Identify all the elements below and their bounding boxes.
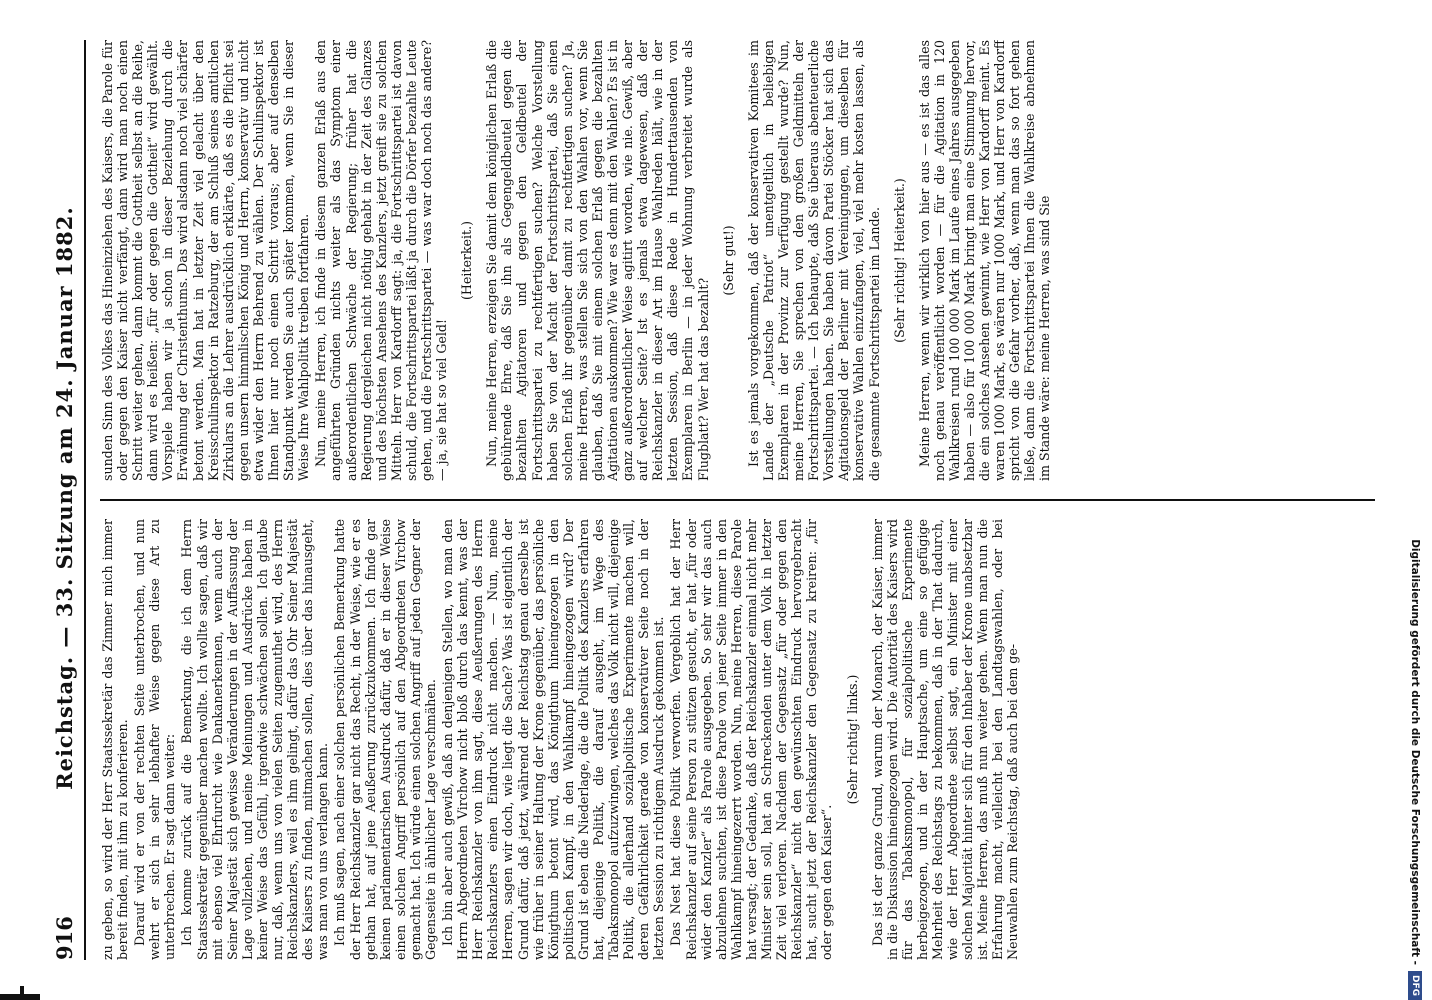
column-right <box>100 40 1375 481</box>
session-title: Reichstag. — 33. Sitzung am 24. Januar 1882. <box>51 206 77 790</box>
paragraph: Darauf wird er von der rechten Seite unterbrochen, und nun wehrt er sich in sehr lebhafter Weise gegen diese Art zu unterbrechen. Er sagt dann weiter: <box>132 519 178 960</box>
paragraph: zu geben, so wird der Herr Staatssekretär das Zimmer mich immer bereit finden, mit ihm zu konferieren. <box>100 519 131 960</box>
paragraph: Das Nest hat diese Politik verworfen. Vergeblich hat der Herr Reichskanzler auf seine Person zu stützen gesucht, er hat „für oder wider den Kanzler“ als Parole ausgegeben. So sehr wir das auch abzulehnen suchten, ist diese Parole von jener Seite immer in den Wahlkampf hineingezerrt worden. Nun, meine Herren, diese Parole hat versagt; der Gedanke, daß der Reichskanzler einmal nicht mehr Minister sein soll, hat an Schreckenden unter dem Volk in letzter Zeit viel verloren. Nachdem der Gegensatz „für oder gegen den Reichskanzler“ nicht den gewünschten Eindruck hervorgebracht hat, sucht jetzt der Reichskanzler den Gegensatz zu kreiren: „für oder gegen den Kaiser“. <box>668 519 835 960</box>
paragraph: Ich komme zurück auf die Bemerkung, die ich dem Herrn Staatssekretär gegenüber machen wollte. Ich wollte sagen, daß wir mit ebenso viel Ehrfurcht wie Dankanerkennen, wenn auch der Seiner Majestät sich gewisse Veränderungen in der Auffassung der Lage vollziehen, und meine Meinungen und Ausdrücke haben in keiner Weise das Gefühl, irgendwie schwächen sollen. Ich glaube nur, daß, wenn uns von vielen Seiten zugemuthet wird, des Herrn Reichskanzlers, weil es ihm gelingt, dafür das Ohr Seiner Majestät des Kaisers zu finden, mitmachen sollen, dies über das hinausgeht, was man von uns verlangen kann. <box>179 519 331 960</box>
dfg-logo: DFG <box>1408 971 1422 1000</box>
paragraph: Das ist der ganze Grund, warum der Monarch, der Kaiser, immer in die Diskussion hineingezogen wird. Die Autorität des Kaisers wird für das Tabaksmonopol, für sozialpolitische Experimente herbeigezogen, und in der Hauptsache, um eine so gefügige Mehrheit des Reichstags zu bekommen, daß in der That dadurch, wie der Herr Abgeordnete selbst sagt, ein Minister mit einer solchen Majorität hinter sich für den Inhaber der Krone unabsetzbar ist. Meine Herren, das muß nun weiter gehen. Wenn man nun die Erfahrung macht, vielleicht bei den Landtagswahlen, oder bei Neuwahlen zum Reichstag, daß auch bei dem ge- <box>869 519 1021 960</box>
paragraph: Meine Herren, wenn wir wirklich von hier aus — es ist das alles noch genau veröffentlicht worden — für die Agitation in 120 Wahlkreisen rund 100 000 Mark im Laufe eines Jahres ausgegeben haben — also für 100 000 Mark bringt man eine Stimmung hervor, die ein solches Ansehen gewinnt, wie Herr von Kardorff meint. Es waren 1000 Mark, es wären nur 1000 Mark, und Herr von Kardorff spricht von die Gefahr vorher, daß, wenn man das so fort gehen ließe, dann die Fortschrittspartei Ihnen die Wahlkreise abnehmen im Stande wäre: meine Herren, was sind Sie <box>916 40 1053 481</box>
column-divider <box>100 499 1375 501</box>
text-columns <box>100 40 1375 960</box>
page-header <box>44 40 86 960</box>
paragraph: Ich bin aber auch gewiß, daß an denjenigen Stellen, wo man den Herrn Abgeordneten Virchow nicht bloß durch das kennt, was der Herr Reichskanzler von ihm sagt, diese Aeußerungen des Herrn Reichskanzlers einen Eindruck nicht machen. — Nun, meine Herren, sagen wir doch, wie liegt die Sache? Was ist eigentlich der Grund dafür, daß jetzt, während der Reichstag genau derselbe ist wie früher in seiner Haltung der Krone gegenüber, das persönliche Königthum betont wird, das Königthum hineingezogen in den politischen Kampf, in den Wahlkampf hineingezogen wird? Der Grund ist eben die Niederlage, die die Politik des Kanzlers erfahren hat, diejenige Politik, die darauf ausgeht, im Wege des Tabaksmonopol aufzuzwingen, welches das Volk nicht will, diejenige Politik, die allerhand sozialpolitische Experimente machen will, deren Gefährlichkeit gerade von konservativer Seite noch in der letzten Session zu richtigem Ausdruck gekommen ist. <box>440 519 667 960</box>
paragraph: Ich muß sagen, nach einer solchen persönlichen Bemerkung hatte der Herr Reichskanzler gar nicht das Recht, in der Weise, wie er es gethan hat, auf jene Aeußerung zurückzukommen. Ich finde gar keinen parlamentarischen Ausdruck dafür, daß er in dieser Weise einen solchen Angriff persönlich auf den Abgeordneten Virchow gemacht hat. Ich würde einen solchen Angriff auf jeden Gegner der Gegenseite in ähnlicher Lage verschmähen. <box>332 519 438 960</box>
interjection: (Sehr gut!) <box>720 225 736 296</box>
digitization-credit <box>1404 0 1430 1000</box>
paragraph: Nun, meine Herren, ich finde in diesem ganzen Erlaß aus den angeführten Gründen nichts weiter als das Symptom einer außerordentlichen Schwäche der Regierung; früher hat die Regierung dergleichen nicht nöthig gehabt in der Zeit des Glanzes und des höchsten Ansehens des Kanzlers, jetzt greift sie zu solchen Mitteln. Herr von Kardorff sagt: ja, die Fortschrittspartei ist davon schuld, die Fortschrittspartei läßt ja durch die Dörfer bezahlte Leute gehen, und die Fortschrittspartei — was war doch noch das andere? — ja, sie hat so viel Geld! <box>313 40 450 481</box>
interjection: (Sehr richtig! Heiterkeit.) <box>891 178 907 343</box>
credit-text: Digitalisierung gefördert durch die Deutsche Forschungsgemeinschaft - <box>1409 539 1421 965</box>
page-number: 916 <box>51 916 77 960</box>
paragraph: Nun, meine Herren, erzeigen Sie damit dem königlichen Erlaß die gebührende Ehre, daß Sie ihn als Gegengeldbeutel gegen die bezahlten Agitatoren und gegen den Geldbeutel der Fortschrittspartei zu rechtfertigen suchen? Welche Vorstellung haben Sie von der Macht der Fortschrittspartei, daß Sie einen solchen Erlaß ihr gegenüber damit zu rechtfertigen suchen? Ja, meine Herren, was stellen Sie sich von den Wahlen vor, wenn Sie glauben, daß Sie mit einem solchen Erlaß gegen die bezahlten Agitationen auskommen? Wie war es denn mit den Wahlen? Es ist in ganz außerordentlicher Weise agitirt worden, wie nie. Gewiß, aber auf welcher Seite? Ist es jemals etwa dagewesen, daß der Reichskanzler in dieser Art im Hause Wahlreden hält, wie in der letzten Session, daß diese Rede in Hunderttausenden von Exemplaren in Berlin — in jeder Wohnung verbreitet wurde als Flugblatt? Wer hat das bezahlt? <box>484 40 711 481</box>
corner-mark <box>0 994 40 1000</box>
interjection: (Sehr richtig! links.) <box>844 674 860 805</box>
interjection: (Heiterkeit.) <box>459 221 475 300</box>
paragraph: sunden Sinn des Volkes das Hineinziehen des Kaisers, die Parole für oder gegen den Kaiser nicht verfängt, dann wird man noch einen Schritt weiter gehen, dann kommt die Gottheit selbst an die Reihe, dann wird es heißen: „für oder gegen die Gottheit“ wird gewählt. Vorspiele haben wir ja schon in dieser Beziehung durch die Erwähnung der Christenthums. Das wird alsdann noch viel schärfer betont werden. Man hat in letzter Zeit viel gelacht über den Kreisschulinspektor in Ratzeburg, der am Schluß seines amtlichen Zirkulars an die Lehrer ausdrücklich erklärte, daß es die Pflicht sei gegen unsern himmlischen König und Herrn, konservativ und nicht etwa wider den Herrn Behrend zu wählen. Der Schulinspektor ist Ihnen hier nur noch einen Schritt voraus; aber auf denselben Standpunkt werden Sie auch später kommen, wenn Sie in dieser Weise Ihre Wahlpolitik treiben fortfahren. <box>100 40 312 481</box>
column-left <box>100 519 1375 960</box>
paragraph: Ist es jemals vorgekommen, daß der konservativen Komitees im Lande der „Deutsche Patriot“ unentgeltlich in beliebigen Exemplaren in der Provinz zur Verfügung gestellt wurde? Nun, meine Herren, Sie sprechen von den großen Geldmitteln der Fortschrittspartei. — Ich behaupte, daß Sie überaus abenteuerliche Vorstellungen haben. Sie haben davon Partei Stöcker hat sich das Agitationsgeld der Berliner mit Vereinigungen, um dieselben für konservative Wahlen einzufangen, viel, viel mehr kosten lassen, als die gesammte Fortschrittspartei im Lande. <box>745 40 882 481</box>
